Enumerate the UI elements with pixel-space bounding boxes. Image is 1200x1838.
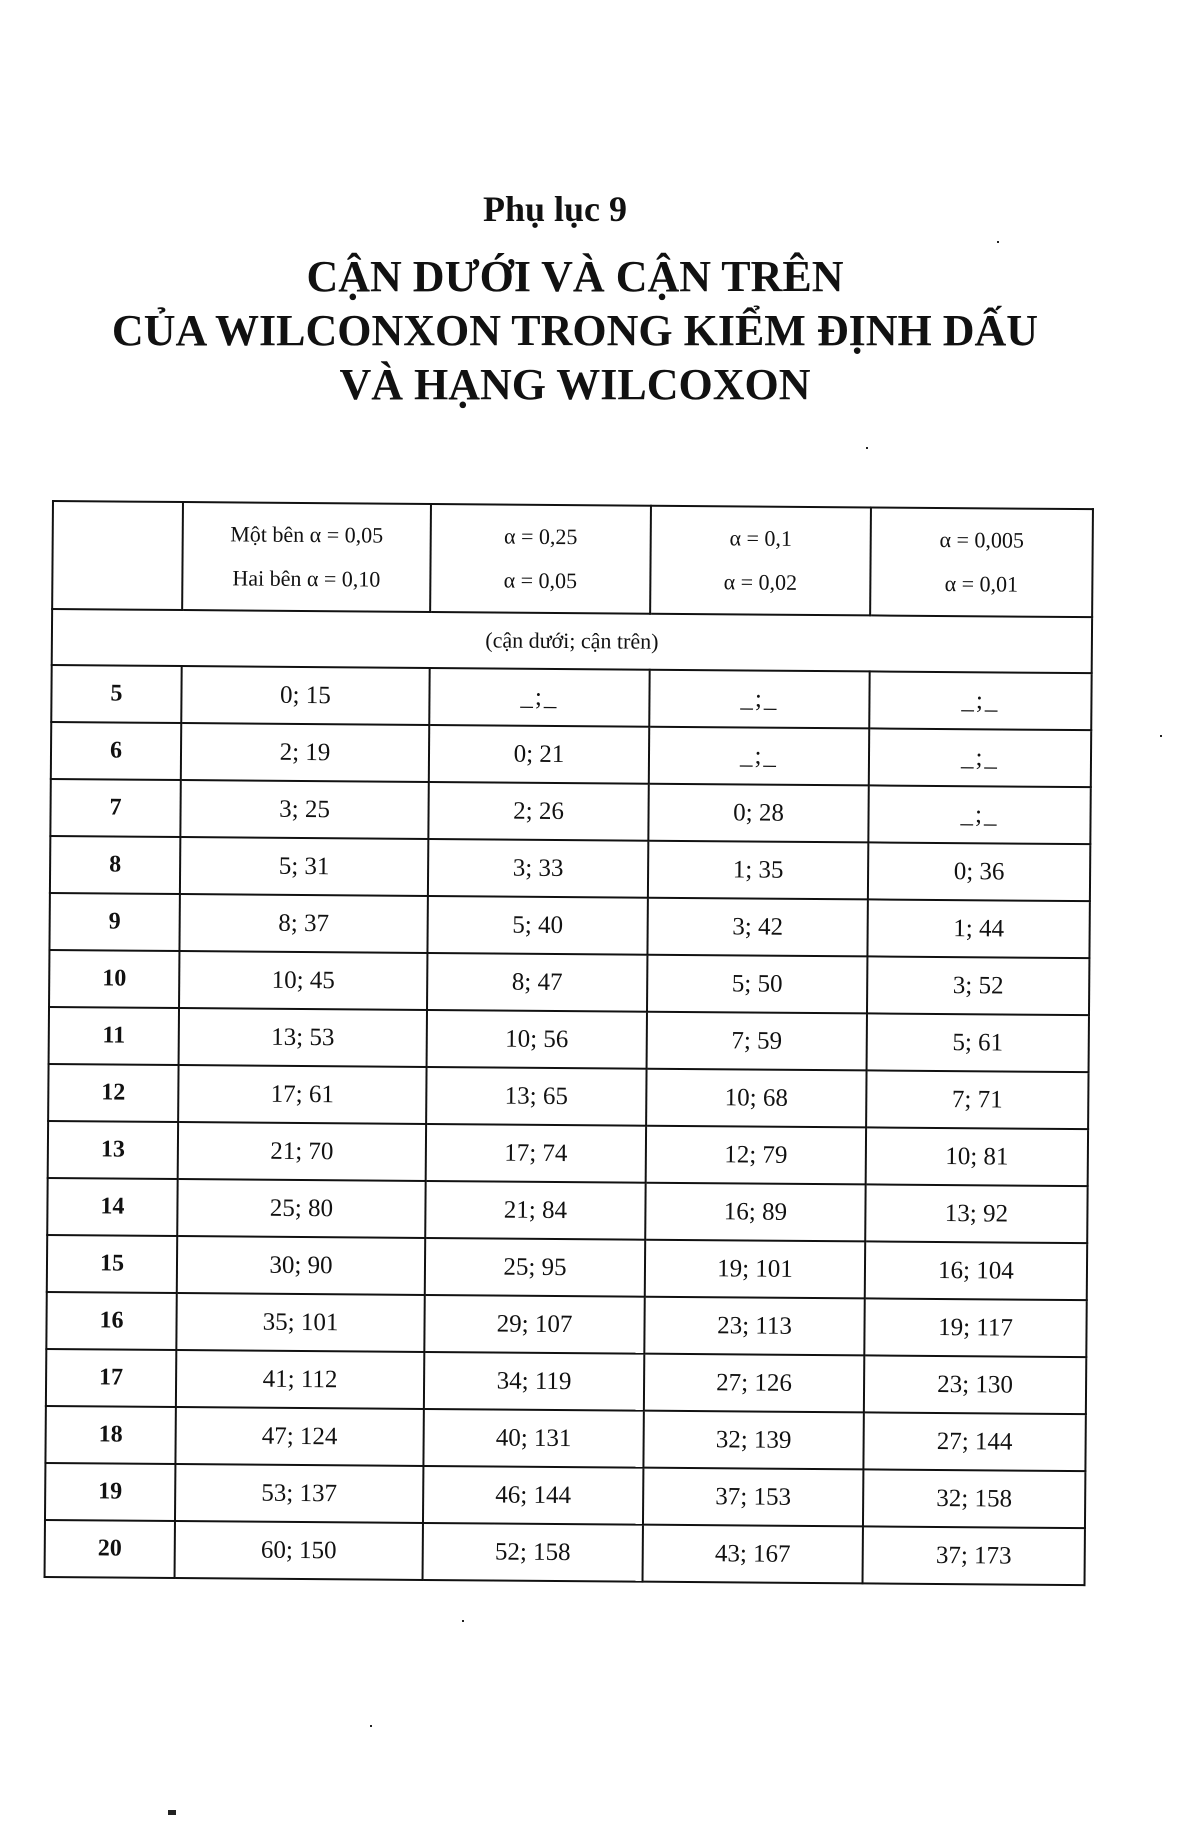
bound-cell: 25; 95 xyxy=(425,1238,645,1297)
bound-cell: 8; 47 xyxy=(427,953,647,1012)
header-line: Một bên α = 0,05 xyxy=(230,521,384,548)
header-cell xyxy=(870,507,1093,617)
bound-cell: 60; 150 xyxy=(175,1521,423,1580)
bound-cell: 35; 101 xyxy=(176,1293,424,1352)
title-line-2: CỦA WILCONXON TRONG KIỂM ĐỊNH DẤU xyxy=(111,306,1039,355)
header-line: α = 0,25 xyxy=(503,523,578,550)
bound-cell: 16; 89 xyxy=(645,1183,865,1242)
bound-cell: 3; 25 xyxy=(180,780,428,839)
bound-cell: 3; 42 xyxy=(647,898,867,957)
scan-speck xyxy=(370,1725,372,1727)
bound-cell: 5; 40 xyxy=(427,896,647,955)
header-cell xyxy=(182,502,431,612)
row-n-cell: 10 xyxy=(49,950,179,1008)
bound-cell: 10; 45 xyxy=(179,951,427,1010)
bound-cell: 0; 36 xyxy=(868,842,1090,901)
bound-cell: 3; 33 xyxy=(428,839,648,898)
bound-cell: 0; 21 xyxy=(429,725,649,784)
appendix-label: Phụ lục 9 xyxy=(482,189,628,229)
bound-cell: 52; 158 xyxy=(423,1523,643,1582)
table-row xyxy=(45,1520,1085,1585)
bound-cell: 13; 53 xyxy=(179,1008,427,1067)
table-row xyxy=(51,665,1091,730)
row-n-cell: 11 xyxy=(49,1007,179,1065)
row-n-cell: 17 xyxy=(46,1349,176,1407)
bound-cell: _;_ xyxy=(868,785,1090,844)
table-row xyxy=(46,1349,1086,1414)
scan-speck xyxy=(462,1620,464,1622)
bound-cell: 19; 117 xyxy=(864,1298,1086,1357)
bound-cell: 47; 124 xyxy=(175,1407,423,1466)
bound-cell: 16; 104 xyxy=(865,1241,1087,1300)
row-n-cell: 13 xyxy=(48,1121,178,1179)
header-cell xyxy=(650,506,871,616)
bound-cell: 8; 37 xyxy=(179,894,427,953)
bound-cell: _;_ xyxy=(869,728,1091,787)
header-line: α = 0,05 xyxy=(503,567,578,594)
bound-cell: 25; 80 xyxy=(177,1179,425,1238)
bound-cell: 10; 81 xyxy=(866,1127,1088,1186)
bound-cell: 27; 126 xyxy=(644,1354,864,1413)
bound-cell: 13; 92 xyxy=(865,1184,1087,1243)
table-row xyxy=(48,1121,1088,1186)
bound-cell: 34; 119 xyxy=(424,1352,644,1411)
bound-cell: 23; 130 xyxy=(864,1355,1086,1414)
bound-cell: 17; 74 xyxy=(426,1124,646,1183)
table-row xyxy=(47,1178,1087,1243)
table-header-row xyxy=(52,501,1093,617)
row-n-cell: 15 xyxy=(47,1235,177,1293)
bound-cell: 5; 50 xyxy=(647,955,867,1014)
bound-cell: 13; 65 xyxy=(426,1067,646,1126)
bound-cell: 17; 61 xyxy=(178,1065,426,1124)
title-line-3: VÀ HẠNG WILCOXON xyxy=(339,360,811,409)
bound-cell: 10; 68 xyxy=(646,1069,866,1128)
bound-cell: 0; 28 xyxy=(648,784,868,843)
bound-cell: 10; 56 xyxy=(427,1010,647,1069)
bound-cell: 3; 52 xyxy=(867,956,1089,1015)
row-n-cell: 8 xyxy=(50,836,180,894)
bound-cell: _;_ xyxy=(429,668,649,727)
row-n-cell: 14 xyxy=(47,1178,177,1236)
scan-speck xyxy=(997,241,999,243)
bound-cell: 53; 137 xyxy=(175,1464,423,1523)
scan-speck xyxy=(866,447,868,449)
table-row xyxy=(46,1292,1086,1357)
table-row xyxy=(47,1235,1087,1300)
bound-cell: 2; 26 xyxy=(428,782,648,841)
bound-cell: 41; 112 xyxy=(176,1350,424,1409)
table-row xyxy=(51,722,1091,787)
header-line: α = 0,005 xyxy=(939,526,1025,553)
bound-cell: _;_ xyxy=(649,670,869,729)
row-n-cell: 20 xyxy=(45,1520,175,1578)
row-n-cell: 12 xyxy=(48,1064,178,1122)
bound-cell: 23; 113 xyxy=(644,1297,864,1356)
title-line-1: CẬN DƯỚI VÀ CẬN TRÊN xyxy=(306,252,844,301)
table-row xyxy=(45,1406,1085,1471)
bound-cell: 37; 173 xyxy=(863,1526,1085,1585)
table-row xyxy=(45,1463,1085,1528)
table-row xyxy=(49,1007,1089,1072)
bound-cell: 12; 79 xyxy=(646,1126,866,1185)
wilcoxon-bounds-table xyxy=(44,500,1094,1586)
bound-cell: _;_ xyxy=(649,727,869,786)
header-line: α = 0,01 xyxy=(944,571,1019,597)
bound-cell: 2; 19 xyxy=(181,723,429,782)
table-row xyxy=(49,950,1089,1015)
scan-speck xyxy=(168,1810,176,1815)
bound-cell: 40; 131 xyxy=(423,1409,643,1468)
table-row xyxy=(50,836,1090,901)
header-cell xyxy=(430,504,651,614)
header-corner-cell xyxy=(52,501,183,610)
header-line: α = 0,1 xyxy=(729,525,793,551)
bound-cell: 32; 158 xyxy=(863,1469,1085,1528)
bound-cell: 27; 144 xyxy=(863,1412,1085,1471)
bound-cell: 19; 101 xyxy=(645,1240,865,1299)
row-n-cell: 18 xyxy=(45,1406,175,1464)
header-line: Hai bên α = 0,10 xyxy=(232,565,381,592)
bound-cell: 7; 59 xyxy=(647,1012,867,1071)
row-n-cell: 5 xyxy=(51,665,181,723)
bound-cell: 30; 90 xyxy=(177,1236,425,1295)
row-n-cell: 6 xyxy=(51,722,181,780)
bound-cell: 1; 44 xyxy=(867,899,1089,958)
bound-cell: 5; 31 xyxy=(180,837,428,896)
table-row xyxy=(48,1064,1088,1129)
header-line: α = 0,02 xyxy=(723,569,798,595)
bound-cell: 7; 71 xyxy=(866,1070,1088,1129)
table-row xyxy=(49,893,1089,958)
table-subheader: (cận dưới; cận trên) xyxy=(52,609,1092,673)
bound-cell: 43; 167 xyxy=(643,1525,863,1584)
row-n-cell: 16 xyxy=(46,1292,176,1350)
bound-cell: 21; 70 xyxy=(178,1122,426,1181)
bound-cell: 5; 61 xyxy=(867,1013,1089,1072)
scan-speck xyxy=(1160,735,1162,737)
row-n-cell: 9 xyxy=(49,893,179,951)
bound-cell: 21; 84 xyxy=(425,1181,645,1240)
table-subheader-row xyxy=(52,609,1092,673)
bound-cell: 29; 107 xyxy=(424,1295,644,1354)
bound-cell: 0; 15 xyxy=(181,666,429,725)
page-title xyxy=(40,250,1110,412)
bound-cell: 32; 139 xyxy=(643,1411,863,1470)
bound-cell: _;_ xyxy=(869,671,1091,730)
bound-cell: 1; 35 xyxy=(648,841,868,900)
bound-cell: 46; 144 xyxy=(423,1466,643,1525)
row-n-cell: 19 xyxy=(45,1463,175,1521)
row-n-cell: 7 xyxy=(50,779,180,837)
bound-cell: 37; 153 xyxy=(643,1468,863,1527)
table-row xyxy=(50,779,1090,844)
